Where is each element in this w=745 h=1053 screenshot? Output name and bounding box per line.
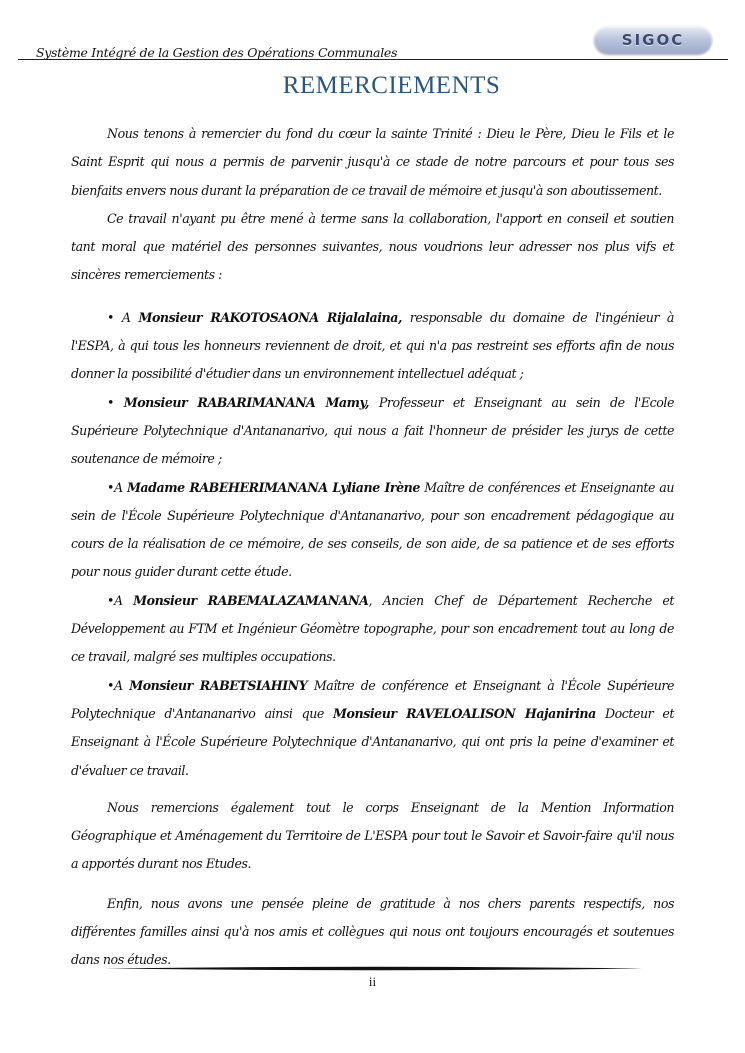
intro-paragraph-2: Ce travail n'ayant pu être mené à terme sans la collaboration, l'apport en conseil et soutien tant moral que matériel des personnes suivantes, nous voudrions leur adresser nos plus vifs et sincères remerciements : [71,210,674,283]
ack-person-name: Monsieur RABETSIAHINY [129,677,308,693]
page-header [18,28,728,60]
ack-person-name: Monsieur RAKOTOSAONA Rijalalaina, [138,309,402,325]
bullet-icon: • [107,309,114,325]
footer-divider [104,966,642,971]
ack-prefix: A [113,479,127,495]
ack-item [71,587,674,672]
bullet-icon: • [107,677,114,693]
ack-item [71,672,674,785]
ack-prefix: A [113,309,139,325]
ack-person-name-2: Monsieur RAVELOALISON Hajanirina [333,705,596,721]
logo-text: SIGOC [621,31,685,49]
ack-item [71,389,674,474]
ack-description-2: Docteur et Enseignant à l'École Supérieure Polytechnique d'Antananarivo, qui ont pris la peine d'examiner et d'évaluer ce travail. [71,705,675,778]
document-body [71,120,674,975]
ack-description: , Ancien Chef de Département Recherche et Développement au FTM et Ingénieur Géomètre topographe, pour son encadrement tout au long de ce travail, malgré ses multiples occupations. [71,592,675,665]
ack-description: Professeur et Enseignant au sein de l'Ecole Supérieure Polytechnique d'Antananarivo, qui nous a fait l'honneur de présider les jurys de cette soutenance de mémoire ; [71,394,674,467]
closing-paragraph-2: Enfin, nous avons une pensée pleine de gratitude à nos chers parents respectifs, nos différentes familles ainsi qu'à nos amis et collègues qui nous ont toujours encouragés et soutenues dans nos études. [71,895,674,968]
header-title: Système Intégré de la Gestion des Opérations Communales [36,45,398,60]
ack-item [71,474,674,587]
ack-person-name: Monsieur RABEMALAZAMANANA [133,592,369,608]
ack-prefix: A [113,677,130,693]
header-divider [18,59,728,60]
page-title: REMERCIEMENTS [282,72,501,99]
closing-paragraph-1: Nous remercions également tout le corps Enseignant de la Mention Information Géographique et Aménagement du Territoire de L'ESPA pour tout le Savoir et Savoir-faire qu'il nous a apportés durant nos Etudes. [71,799,674,872]
ack-prefix: A [113,592,134,608]
ack-person-name: Madame RABEHERIMANANA Lyliane Irène [126,479,420,495]
bullet-icon: • [107,394,114,410]
bullet-icon: • [107,592,114,608]
ack-description: Maître de conférences et Enseignante au sein de l'École Supérieure Polytechnique d'Antananarivo, pour son encadrement pédagogique au cours de la réalisation de ce mémoire, de ses conseils, de son aide, de sa patience et de ses efforts pour nous guider durant cette étude. [71,479,675,580]
sigoc-logo [594,26,712,54]
page-number: ii [368,974,377,989]
ack-description: Maître de conférence et Enseignant à l'École Supérieure Polytechnique d'Antananarivo ainsi que [71,677,675,721]
intro-paragraph-1: Nous tenons à remercier du fond du cœur la sainte Trinité : Dieu le Père, Dieu le Fils et le Saint Esprit qui nous a permis de parvenir jusqu'à ce stade de notre parcours et pour tous ses bienfaits envers nous durant la préparation de ce travail de mémoire et jusqu'à son aboutissement. [71,126,674,198]
ack-item [71,304,674,389]
ack-description: responsable du domaine de l'ingénieur à l'ESPA, à qui tous les honneurs reviennent de droit, et qui n'a pas restreint ses efforts afin de nous donner la possibilité d'étudier dans un environnement intellectuel adéquat ; [71,309,674,382]
ack-person-name: Monsieur RABARIMANANA Mamy, [123,394,370,410]
ack-prefix [114,395,124,410]
bullet-icon: • [107,479,114,495]
